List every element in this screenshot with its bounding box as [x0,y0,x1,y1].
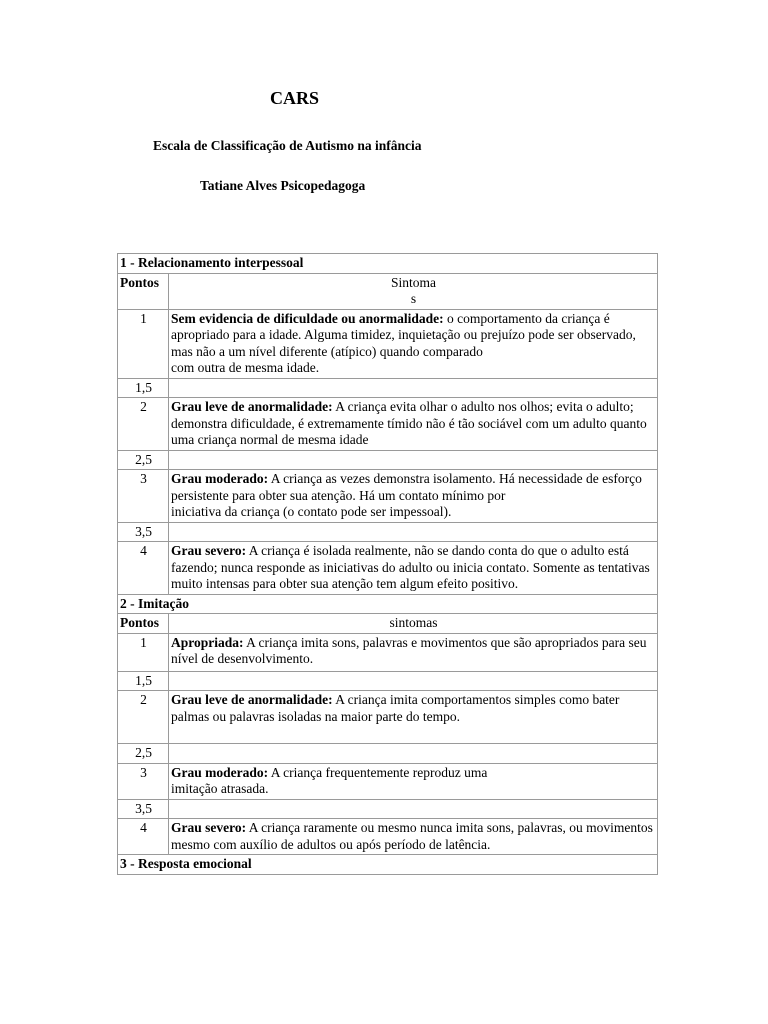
score-cell: 1 [118,309,169,378]
severity-label: Grau severo: [171,543,247,558]
description-cell [169,378,658,398]
table-row [118,691,658,744]
severity-label: Apropriada: [171,634,244,650]
table-row [118,763,658,799]
description-cell [169,542,658,595]
description-cell [169,819,658,855]
score-cell: 3,5 [118,799,169,819]
description-cell [169,470,658,523]
table-row [118,450,658,470]
severity-label: Sem evidencia de dificuldade ou anormalidade: [171,310,444,326]
description-text: A criança é isolada realmente, não se dando conta do que o adulto está fazendo; nunca responde as iniciativas do adulto ou inicia contato. Somente as tentativas muito intensas para obter sua atenção tem algum efeito positivo. [171,543,650,591]
column-header-row [118,614,658,634]
description-text-continued: com outra de mesma idade. [171,360,320,375]
document-title: CARS [270,88,320,108]
document-author: Tatiane Alves Psicopedagoga [200,178,366,193]
score-cell: 4 [118,542,169,595]
description-text: A criança evita olhar o adulto nos olhos; evita o adulto; demonstra dificuldade, é extremamente tímido não é tão sociável com um adulto quanto uma criança normal de mesma idade [171,399,647,447]
description-cell [169,671,658,691]
table-row [118,799,658,819]
score-cell: 1,5 [118,671,169,691]
severity-label: Grau leve de anormalidade: [171,692,333,707]
description-text: A criança raramente ou mesmo nunca imita sons, palavras, ou movimentos mesmo com auxílio de adultos ou após período de latência. [171,820,653,852]
description-text: A criança imita sons, palavras e movimentos que são apropriados para seu nível de desenvolvimento. [171,634,647,666]
description-text: o comportamento da criança é apropriado para a idade. Alguma timidez, inquietação ou prejuízo pode ser observado, mas não a um nível diferente (atípico) quando comparado [171,310,636,359]
severity-label: Grau moderado: [171,471,269,486]
document-subtitle: Escala de Classificação de Autismo na infância [153,138,422,153]
table-row [118,470,658,523]
description-cell [169,799,658,819]
section-title: 3 - Resposta emocional [118,855,658,875]
severity-label: Grau moderado: [171,764,269,780]
description-text-continued: iniciativa da criança (o contato pode ser impessoal). [171,504,452,519]
score-cell: 3,5 [118,522,169,542]
section-title: 2 - Imitação [118,594,658,614]
score-cell: 3 [118,763,169,799]
score-cell: 3 [118,470,169,523]
table-row [118,522,658,542]
score-cell: 1 [118,633,169,671]
table-row [118,309,658,378]
table-row [118,819,658,855]
description-cell [169,763,658,799]
symptoms-column-header [169,273,658,309]
description-cell [169,744,658,764]
symptoms-column-header: sintomas [169,614,658,634]
table-row [118,671,658,691]
description-cell [169,522,658,542]
section-header-row [118,855,658,875]
description-cell [169,450,658,470]
score-cell: 1,5 [118,378,169,398]
table-row [118,398,658,451]
points-column-header: Pontos [118,614,169,634]
description-cell [169,633,658,671]
table-row [118,542,658,595]
table-row [118,378,658,398]
description-text: A criança frequentemente reproduz uma [268,764,488,780]
description-text: A criança imita comportamentos simples como bater palmas ou palavras isoladas na maior parte do tempo. [171,692,620,724]
score-cell: 2,5 [118,450,169,470]
score-cell: 2 [118,691,169,744]
description-cell [169,398,658,451]
section-title: 1 - Relacionamento interpessoal [118,254,658,274]
severity-label: Grau leve de anormalidade: [171,399,333,414]
score-cell: 4 [118,819,169,855]
symptoms-header-part1: Sintoma [390,274,436,290]
description-cell [169,691,658,744]
description-cell [169,309,658,378]
cars-table [117,253,658,875]
table-row [118,744,658,764]
severity-label: Grau severo: [171,820,247,835]
table-row [118,633,658,671]
points-column-header: Pontos [118,273,169,309]
score-cell: 2,5 [118,744,169,764]
description-text-continued: imitação atrasada. [171,781,269,796]
description-text: A criança as vezes demonstra isolamento. Há necessidade de esforço persistente para obter sua atenção. Há um contato mínimo por [171,471,642,503]
section-header-row [118,254,658,274]
symptoms-header-part2: s [410,291,417,306]
score-cell: 2 [118,398,169,451]
column-header-row [118,273,658,309]
section-header-row [118,594,658,614]
